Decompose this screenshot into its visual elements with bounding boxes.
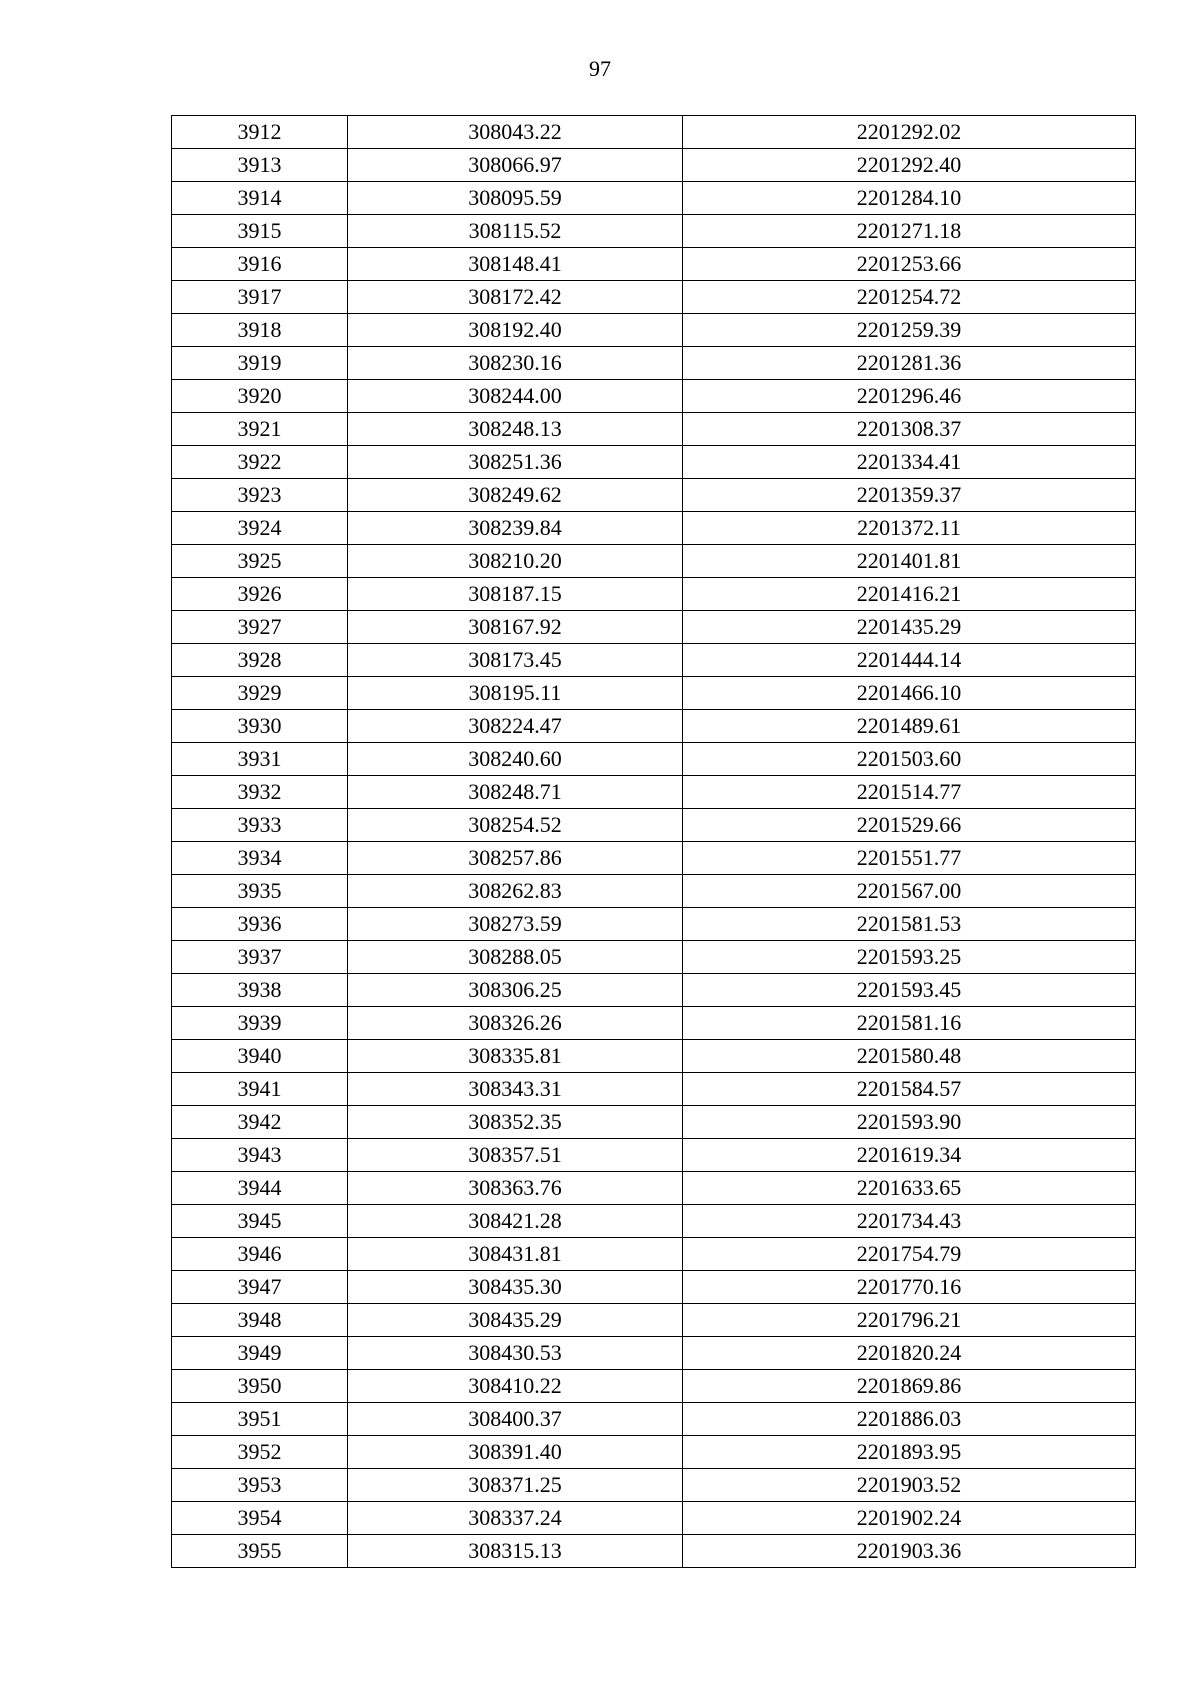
point-id-cell: 3949	[172, 1337, 348, 1370]
y-coordinate-cell: 2201770.16	[683, 1271, 1136, 1304]
table-row	[172, 314, 1136, 347]
y-coordinate-cell: 2201580.48	[683, 1040, 1136, 1073]
x-coordinate-cell: 308248.13	[348, 413, 683, 446]
table-row	[172, 1469, 1136, 1502]
table-row	[172, 116, 1136, 149]
point-id-cell: 3920	[172, 380, 348, 413]
table-row	[172, 347, 1136, 380]
table-row	[172, 1040, 1136, 1073]
table-row	[172, 149, 1136, 182]
y-coordinate-cell: 2201514.77	[683, 776, 1136, 809]
y-coordinate-cell: 2201551.77	[683, 842, 1136, 875]
table-row	[172, 875, 1136, 908]
point-id-cell: 3951	[172, 1403, 348, 1436]
point-id-cell: 3934	[172, 842, 348, 875]
x-coordinate-cell: 308306.25	[348, 974, 683, 1007]
point-id-cell: 3950	[172, 1370, 348, 1403]
y-coordinate-cell: 2201734.43	[683, 1205, 1136, 1238]
point-id-cell: 3932	[172, 776, 348, 809]
table-row	[172, 1502, 1136, 1535]
y-coordinate-cell: 2201416.21	[683, 578, 1136, 611]
x-coordinate-cell: 308421.28	[348, 1205, 683, 1238]
y-coordinate-cell: 2201284.10	[683, 182, 1136, 215]
point-id-cell: 3941	[172, 1073, 348, 1106]
table-row	[172, 974, 1136, 1007]
y-coordinate-cell: 2201259.39	[683, 314, 1136, 347]
x-coordinate-cell: 308254.52	[348, 809, 683, 842]
point-id-cell: 3935	[172, 875, 348, 908]
y-coordinate-cell: 2201254.72	[683, 281, 1136, 314]
y-coordinate-cell: 2201903.36	[683, 1535, 1136, 1568]
x-coordinate-cell: 308273.59	[348, 908, 683, 941]
x-coordinate-cell: 308066.97	[348, 149, 683, 182]
point-id-cell: 3919	[172, 347, 348, 380]
y-coordinate-cell: 2201754.79	[683, 1238, 1136, 1271]
x-coordinate-cell: 308326.26	[348, 1007, 683, 1040]
y-coordinate-cell: 2201584.57	[683, 1073, 1136, 1106]
y-coordinate-cell: 2201253.66	[683, 248, 1136, 281]
x-coordinate-cell: 308148.41	[348, 248, 683, 281]
x-coordinate-cell: 308400.37	[348, 1403, 683, 1436]
y-coordinate-cell: 2201308.37	[683, 413, 1136, 446]
page-number: 97	[589, 56, 611, 81]
table-row	[172, 611, 1136, 644]
table-row	[172, 1370, 1136, 1403]
table-row	[172, 1007, 1136, 1040]
table-row	[172, 413, 1136, 446]
table-row	[172, 1139, 1136, 1172]
point-id-cell: 3922	[172, 446, 348, 479]
x-coordinate-cell: 308435.29	[348, 1304, 683, 1337]
y-coordinate-cell: 2201466.10	[683, 677, 1136, 710]
x-coordinate-cell: 308095.59	[348, 182, 683, 215]
y-coordinate-cell: 2201271.18	[683, 215, 1136, 248]
y-coordinate-cell: 2201296.46	[683, 380, 1136, 413]
y-coordinate-cell: 2201529.66	[683, 809, 1136, 842]
y-coordinate-cell: 2201489.61	[683, 710, 1136, 743]
table-row	[172, 182, 1136, 215]
y-coordinate-cell: 2201886.03	[683, 1403, 1136, 1436]
table-row	[172, 776, 1136, 809]
y-coordinate-cell: 2201633.65	[683, 1172, 1136, 1205]
point-id-cell: 3931	[172, 743, 348, 776]
table-row	[172, 743, 1136, 776]
y-coordinate-cell: 2201444.14	[683, 644, 1136, 677]
x-coordinate-cell: 308335.81	[348, 1040, 683, 1073]
x-coordinate-cell: 308192.40	[348, 314, 683, 347]
point-id-cell: 3924	[172, 512, 348, 545]
point-id-cell: 3918	[172, 314, 348, 347]
table-row	[172, 908, 1136, 941]
x-coordinate-cell: 308167.92	[348, 611, 683, 644]
point-id-cell: 3926	[172, 578, 348, 611]
point-id-cell: 3938	[172, 974, 348, 1007]
table-row	[172, 512, 1136, 545]
x-coordinate-cell: 308251.36	[348, 446, 683, 479]
point-id-cell: 3946	[172, 1238, 348, 1271]
table-row	[172, 941, 1136, 974]
point-id-cell: 3933	[172, 809, 348, 842]
x-coordinate-cell: 308288.05	[348, 941, 683, 974]
point-id-cell: 3945	[172, 1205, 348, 1238]
x-coordinate-cell: 308257.86	[348, 842, 683, 875]
x-coordinate-cell: 308244.00	[348, 380, 683, 413]
y-coordinate-cell: 2201593.25	[683, 941, 1136, 974]
point-id-cell: 3942	[172, 1106, 348, 1139]
point-id-cell: 3923	[172, 479, 348, 512]
table-row	[172, 1238, 1136, 1271]
y-coordinate-cell: 2201869.86	[683, 1370, 1136, 1403]
x-coordinate-cell: 308431.81	[348, 1238, 683, 1271]
y-coordinate-cell: 2201902.24	[683, 1502, 1136, 1535]
x-coordinate-cell: 308248.71	[348, 776, 683, 809]
x-coordinate-cell: 308187.15	[348, 578, 683, 611]
point-id-cell: 3953	[172, 1469, 348, 1502]
x-coordinate-cell: 308410.22	[348, 1370, 683, 1403]
x-coordinate-cell: 308435.30	[348, 1271, 683, 1304]
x-coordinate-cell: 308224.47	[348, 710, 683, 743]
table-row	[172, 1337, 1136, 1370]
x-coordinate-cell: 308230.16	[348, 347, 683, 380]
table-row	[172, 1205, 1136, 1238]
point-id-cell: 3952	[172, 1436, 348, 1469]
table-row	[172, 677, 1136, 710]
coordinates-table-body	[172, 116, 1136, 1568]
y-coordinate-cell: 2201581.53	[683, 908, 1136, 941]
table-row	[172, 710, 1136, 743]
table-row	[172, 446, 1136, 479]
x-coordinate-cell: 308430.53	[348, 1337, 683, 1370]
x-coordinate-cell: 308195.11	[348, 677, 683, 710]
table-row	[172, 578, 1136, 611]
table-row	[172, 809, 1136, 842]
x-coordinate-cell: 308172.42	[348, 281, 683, 314]
x-coordinate-cell: 308043.22	[348, 116, 683, 149]
y-coordinate-cell: 2201903.52	[683, 1469, 1136, 1502]
table-row	[172, 281, 1136, 314]
point-id-cell: 3930	[172, 710, 348, 743]
y-coordinate-cell: 2201435.29	[683, 611, 1136, 644]
table-row	[172, 1073, 1136, 1106]
coordinates-table	[171, 115, 1136, 1568]
y-coordinate-cell: 2201334.41	[683, 446, 1136, 479]
point-id-cell: 3916	[172, 248, 348, 281]
point-id-cell: 3944	[172, 1172, 348, 1205]
x-coordinate-cell: 308391.40	[348, 1436, 683, 1469]
y-coordinate-cell: 2201292.40	[683, 149, 1136, 182]
point-id-cell: 3943	[172, 1139, 348, 1172]
x-coordinate-cell: 308315.13	[348, 1535, 683, 1568]
table-row	[172, 1535, 1136, 1568]
table-row	[172, 1106, 1136, 1139]
point-id-cell: 3929	[172, 677, 348, 710]
y-coordinate-cell: 2201593.45	[683, 974, 1136, 1007]
table-row	[172, 842, 1136, 875]
point-id-cell: 3914	[172, 182, 348, 215]
y-coordinate-cell: 2201581.16	[683, 1007, 1136, 1040]
point-id-cell: 3928	[172, 644, 348, 677]
x-coordinate-cell: 308337.24	[348, 1502, 683, 1535]
x-coordinate-cell: 308173.45	[348, 644, 683, 677]
point-id-cell: 3915	[172, 215, 348, 248]
y-coordinate-cell: 2201567.00	[683, 875, 1136, 908]
y-coordinate-cell: 2201593.90	[683, 1106, 1136, 1139]
x-coordinate-cell: 308363.76	[348, 1172, 683, 1205]
x-coordinate-cell: 308239.84	[348, 512, 683, 545]
point-id-cell: 3939	[172, 1007, 348, 1040]
y-coordinate-cell: 2201503.60	[683, 743, 1136, 776]
y-coordinate-cell: 2201893.95	[683, 1436, 1136, 1469]
point-id-cell: 3921	[172, 413, 348, 446]
y-coordinate-cell: 2201820.24	[683, 1337, 1136, 1370]
table-row	[172, 479, 1136, 512]
point-id-cell: 3955	[172, 1535, 348, 1568]
y-coordinate-cell: 2201796.21	[683, 1304, 1136, 1337]
y-coordinate-cell: 2201372.11	[683, 512, 1136, 545]
table-row	[172, 1271, 1136, 1304]
x-coordinate-cell: 308115.52	[348, 215, 683, 248]
x-coordinate-cell: 308249.62	[348, 479, 683, 512]
point-id-cell: 3937	[172, 941, 348, 974]
table-row	[172, 248, 1136, 281]
y-coordinate-cell: 2201292.02	[683, 116, 1136, 149]
y-coordinate-cell: 2201359.37	[683, 479, 1136, 512]
x-coordinate-cell: 308352.35	[348, 1106, 683, 1139]
x-coordinate-cell: 308240.60	[348, 743, 683, 776]
y-coordinate-cell: 2201281.36	[683, 347, 1136, 380]
point-id-cell: 3917	[172, 281, 348, 314]
table-row	[172, 215, 1136, 248]
point-id-cell: 3912	[172, 116, 348, 149]
x-coordinate-cell: 308210.20	[348, 545, 683, 578]
table-row	[172, 1403, 1136, 1436]
x-coordinate-cell: 308371.25	[348, 1469, 683, 1502]
point-id-cell: 3948	[172, 1304, 348, 1337]
point-id-cell: 3927	[172, 611, 348, 644]
table-row	[172, 1172, 1136, 1205]
point-id-cell: 3913	[172, 149, 348, 182]
table-row	[172, 644, 1136, 677]
point-id-cell: 3936	[172, 908, 348, 941]
table-row	[172, 545, 1136, 578]
x-coordinate-cell: 308262.83	[348, 875, 683, 908]
point-id-cell: 3940	[172, 1040, 348, 1073]
point-id-cell: 3947	[172, 1271, 348, 1304]
x-coordinate-cell: 308343.31	[348, 1073, 683, 1106]
point-id-cell: 3925	[172, 545, 348, 578]
y-coordinate-cell: 2201619.34	[683, 1139, 1136, 1172]
x-coordinate-cell: 308357.51	[348, 1139, 683, 1172]
y-coordinate-cell: 2201401.81	[683, 545, 1136, 578]
table-row	[172, 1436, 1136, 1469]
table-row	[172, 1304, 1136, 1337]
point-id-cell: 3954	[172, 1502, 348, 1535]
table-row	[172, 380, 1136, 413]
